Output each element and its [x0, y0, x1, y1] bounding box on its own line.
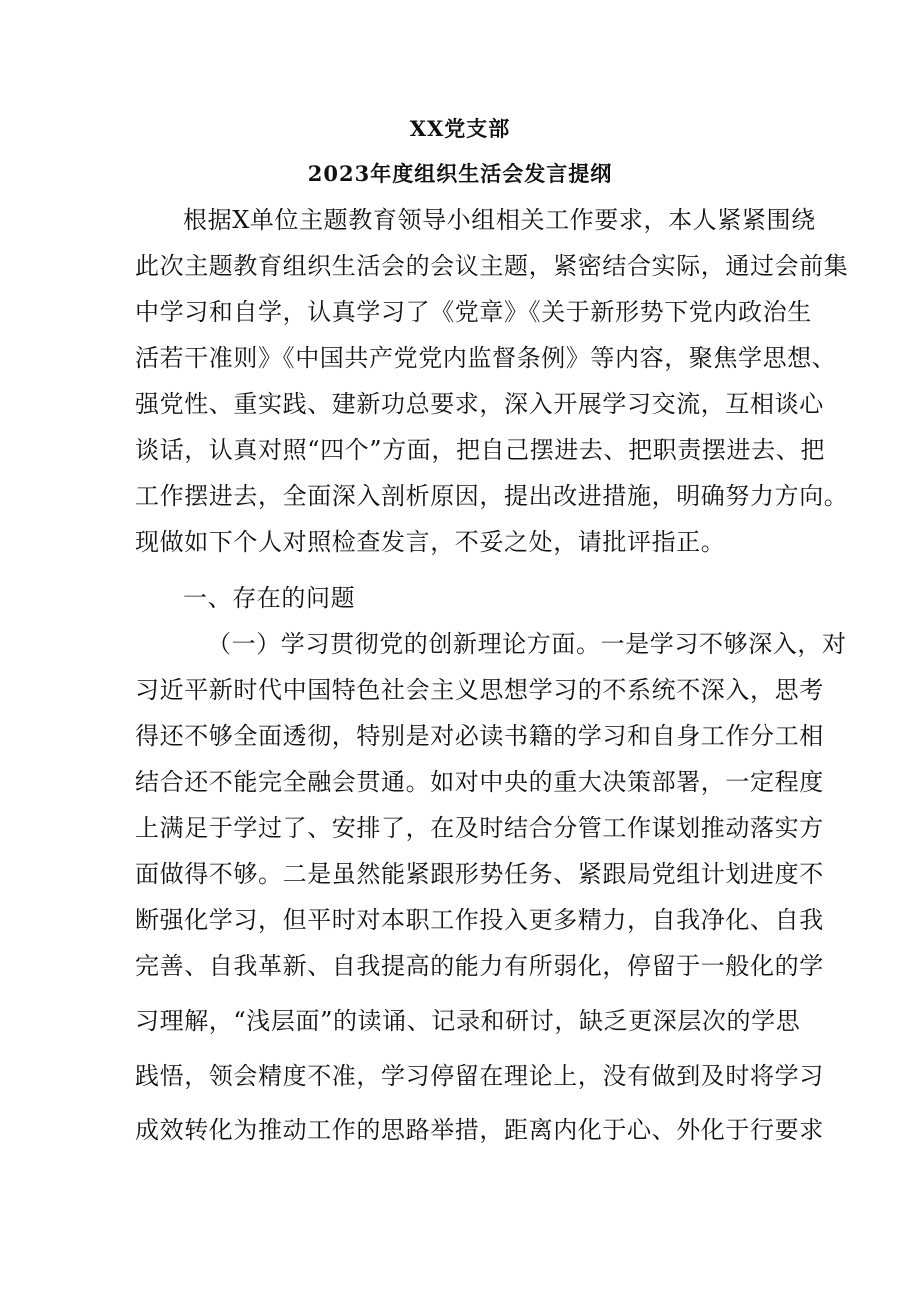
paragraph-line: 面做得不够。二是虽然能紧跟形势任务、紧跟局党组计划进度不	[135, 860, 824, 888]
paragraph-line: 得还不够全面透彻，特别是对必读书籍的学习和自身工作分工相	[135, 722, 824, 750]
paragraph-line: 习近平新时代中国特色社会主义思想学习的不系统不深入，思考	[135, 676, 824, 704]
paragraph-line: 结合还不能完全融会贯通。如对中央的重大决策部署，一定程度	[135, 768, 824, 796]
paragraph-line: 根据X单位主题教育领导小组相关工作要求，本人紧紧围绕	[183, 206, 816, 234]
party-branch-name: XX党支部	[409, 116, 511, 141]
paragraph-line: 谈话，认真对照“四个”方面，把自己摆进去、把职责摆进去、把	[135, 436, 825, 464]
paragraph-line: 成效转化为推动工作的思路举措，距离内化于心、外化于行要求	[135, 1116, 824, 1144]
paragraph-line: 习理解，“浅层面”的读诵、记录和研讨，缺乏更深层次的学思	[135, 1007, 801, 1035]
paragraph-line: 强党性、重实践、建新功总要求，深入开展学习交流，互相谈心	[135, 390, 824, 418]
paragraph-line: 现做如下个人对照检查发言，不妥之处，请批评指正。	[135, 528, 726, 556]
paragraph-line: 活若干准则》《中国共产党党内监督条例》等内容，聚焦学思想、	[135, 344, 837, 372]
paragraph-line: 践悟，领会精度不准，学习停留在理论上，没有做到及时将学习	[135, 1062, 824, 1090]
paragraph-line: 此次主题教育组织生活会的会议主题，紧密结合实际，通过会前集	[135, 252, 849, 280]
subsection-line: （一）学习贯彻党的创新理论方面。一是学习不够深入，对	[207, 630, 847, 658]
paragraph-line: 中学习和自学，认真学习了《党章》《关于新形势下党内政治生	[135, 298, 812, 326]
section-heading: 一、存在的问题	[183, 584, 356, 612]
document-title: 2023年度组织生活会发言提纲	[307, 161, 613, 186]
paragraph-line: 完善、自我革新、自我提高的能力有所弱化，停留于一般化的学	[135, 952, 824, 980]
paragraph-line: 工作摆进去，全面深入剖析原因，提出改进措施，明确努力方向。	[135, 482, 849, 510]
paragraph-line: 上满足于学过了、安排了，在及时结合分管工作谋划推动落实方	[135, 814, 824, 842]
paragraph-line: 断强化学习，但平时对本职工作投入更多精力，自我净化、自我	[135, 906, 824, 934]
